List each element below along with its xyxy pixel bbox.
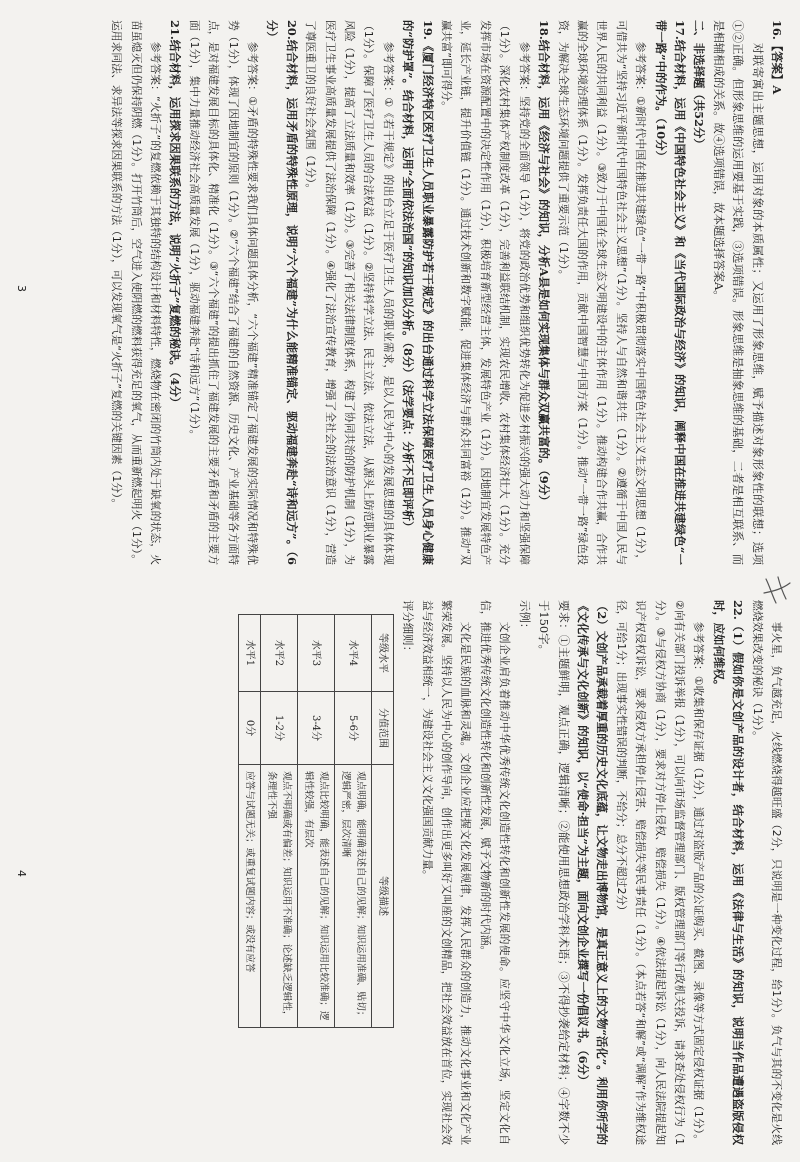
q22-2-question: （2）文创产品承载着厚重的历史文化底蕴，让文物走出博物馆，是真正意义上的文物“活化”。利用你所学的《文化传承与文化创新》的知识，以“使命·担当”为主题，面向文创企业撰写一份倡议书。（6分）	[575, 600, 610, 1145]
q19-answer: 参考答案：①《若干规定》的出台立足于医疗卫生人员的职业需求，是以人民为中心的发展思想的具体体现（1分）。保障了医疗卫生人员的合法权益（1分）。②坚持科学立法、民主立法、依法立法，从源头上防范职业暴露风险（1分），提高了立法质量和效率（1分）。③完善了相关法律制度体系，构建了协同共治的防护机制（1分），为医疗卫生事业高质量发展提供了法治保障（1分）。④强化了法治宣传教育，增强了全社会的法治意识（1分），营造了尊医重卫的良好社会氛围（1分）。	[304, 20, 395, 565]
scoring-rubric-table	[238, 614, 394, 1028]
rubric-level: 水平4	[334, 615, 371, 692]
page-number-right: 4	[15, 870, 28, 877]
rubric-score: 5-6分	[334, 692, 371, 765]
rubric-header-level: 等级水平	[371, 615, 393, 692]
rubric-level: 水平3	[297, 615, 334, 692]
rubric-row	[238, 615, 260, 1028]
rubric-desc: 观点比较明确，能表述自己的见解；知识运用比较准确；逻辑性较强，有层次	[297, 765, 334, 1028]
rubric-score: 0分	[238, 692, 260, 765]
q22-1-question: 22.（1）假如你是文创产品的设计者，结合材料，运用《法律与生活》的知识，说明当作品遭遇盗版侵权时，应如何维权。	[711, 600, 746, 1145]
q20-question: 20.结合材料，运用矛盾的特殊性原理，说明“六个福建”为什么能精准锚定、驱动福建奔赴“诗和远方”。（6分）	[265, 20, 299, 565]
right-page-column	[16, 600, 786, 1145]
rubric-row	[334, 615, 371, 1028]
rubric-level: 水平1	[238, 615, 260, 692]
section-heading: 二、非选择题（共52分）	[692, 20, 707, 150]
q18-answer: 参考答案：坚持党的全面领导（1分），将党的政治优势和组织优势转化为促进乡村振兴的强大动力和坚强保障（1分）。深化农村集体产权制度改革（1分），完善利益联结机制，实现农民增收、农村集体经济壮大（1分）。充分发挥市场在资源配置中的决定性作用（1分），积极培育新型经营主体，发展特色产业（1分）。因地制宜发展特色产业，延长产业链，提升价值链（1分）。通过技术创新和数字赋能，促进集体经济与群众共同富裕（1分）。推动“双赢共富”即可得分。	[440, 20, 531, 565]
rubric-row	[260, 615, 297, 1028]
q19-question: 19.《厦门经济特区医疗卫生人员职业暴露防护若干规定》的出台通过科学立法保障医疗卫生人员身心健康的“防护罩”。结合材料，运用“全面依法治国”的知识加以分析。（8分）（法学要点：分析不足即评析）	[401, 20, 435, 565]
q17-answer: 参考答案：①新时代中国在推进共建绿色“一带一路”中积极贯彻落实中国特色社会主义生态文明思想（1分），可借共为“坚持习近平新时代中国特色社会主义思想”（1分）。坚持人与自然和谐共生（1分）。②遵循于中国人民与世界人民的共同利益（1分）。③致力于中国在全球生态文明建设中的主体作用（1分）。推动构建合作共赢，合作共赢的全球环境治理体系（1分）。发挥负责任大国的作用，贡献中国智慧与中国方案（1分）。推动“一带一路”绿色投资，为解决全球生态环境问题提供了重要示范（1分）。	[556, 20, 648, 565]
rubric-desc: 观点不明确或有偏差；知识运用不准确；论述缺乏逻辑性，条理性不强	[260, 765, 297, 1028]
page-number-left: 3	[15, 285, 28, 292]
q16-explanation: 对联寄寓出主题思想，运用对象的本质属性；又运用了形象思维，赋予描述对象形象性的联想；选项①②正确。但形象思维的运用要基于实践，③选项错误。形象思维是抽象思维的基础，二者是相互联系、而是相辅相成的关系。故④选项错误，故本题选择答案A。	[711, 20, 765, 565]
q21-answer-continued: 事火星，负气越充足，火线燃烧得越旺盛（2分，只说明是一种变化过程，给1分）。负气与其的不变化是火线燃烧效果改变的秘诀（1分）。	[750, 600, 783, 1145]
q20-answer: 参考答案：①矛盾的特殊性要求我们具体问题具体分析，“六个福建”精准锚定了福建发展的实际情况和特殊优势（1分），体现了因地制宜的原则（1分）。②“六个福建”结合了福建的自然资源、历史文化、产业基础等各方面特点，是对福建发展目标的具体化、精准化（1分）。③“六个福建”的提出抓住了福建发展的主要矛盾和矛盾的主要方面（1分），集中力量推动经济社会高质量发展（1分），驱动福建奔赴“诗和远方”（1分）。	[187, 20, 260, 565]
q18-question: 18.结合材料，运用《经济与社会》的知识，分析A县是如何实现集体与群众双赢共富的。（9分）	[537, 20, 552, 507]
q21-answer: 参考答案：“火折子”的复燃依赖于其独特的结构设计和材料特性，燃烧物在密闭的竹筒内处于缺氧的状态，火苗虽熄灭但仍保持阴燃（1分）。打开竹筒后，空气进入使阴燃的燃料获得充足的氧气，从而重新燃起明火（1分）。运用求同法、求异法等探求因果联系的方法（1分），可以发现氧气是“火折子”复燃的关键因素（1分）。	[110, 20, 162, 565]
rubric-score: 1-2分	[260, 692, 297, 765]
q16-answer: 16.【答案】A	[770, 20, 784, 95]
pen-scribble-mark	[760, 575, 794, 605]
rubric-desc: 观点明确，能明确表述自己的见解；知识运用准确、贴切；逻辑严密，层次清晰	[334, 765, 371, 1028]
left-page-column	[16, 20, 786, 565]
sample-label: 示例：	[517, 600, 532, 635]
rubric-level: 水平2	[260, 615, 297, 692]
q21-question: 21.结合材料，运用探求因果联系的方法，说明“火折子”复燃的秘诀。（4分）	[168, 20, 183, 409]
q22-2-requirements: 要求：①主题鲜明，观点正确，逻辑清晰；②能使用思想政治学科术语；③不得抄袭给定材料；④字数不少于150字。	[537, 600, 571, 1145]
rubric-desc: 应答与试题无关；或重复试题内容；或没有应答	[238, 765, 260, 1028]
rubric-header-row	[371, 615, 393, 1028]
q17-question: 17.结合材料，运用《中国特色社会主义》和《当代国际政治与经济》的知识，阐释中国在推进共建绿色“一带一路”中的作为。（10分）	[653, 20, 687, 565]
rubric-score: 3-4分	[297, 692, 334, 765]
sample-paragraph-2: 文化是民族的血脉和灵魂。文创企业应把握文化发展规律，发挥人民群众的创造力，推动文化事业和文化产业繁荣发展。坚持以人民为中心的创作导向，创作出更多叫好又叫座的文创精品，把社会效益放在首位，实现社会效益与经济效益相统一，为建设社会主义文化强国贡献力量。	[420, 600, 473, 1145]
rubric-row	[297, 615, 334, 1028]
rubric-header-score: 分值范围	[371, 692, 393, 765]
q22-1-answer: 参考答案：①收集和保存证据（1分），通过对盗版产品的公证购买、截图、录像等方式固定侵权证据（1分）。②向有关部门投诉举报（1分），可以向市场监督管理部门、版权管理部门等行政机关投诉，请求查处侵权行为（1分）。③与侵权方协商（1分），要求对方停止侵权、赔偿损失（1分）。④依法提起诉讼（1分），向人民法院提起知识产权侵权诉讼，要求侵权方承担停止侵害、赔偿损失等民事责任（1分）。（本点若答“和解”或“调解”作为维权途径，可给1分；出现事实性错误的判断，不给分；总分不超过2分）	[614, 600, 706, 1145]
sample-paragraph-1: 文创企业肩负着推动中华优秀传统文化创造性转化和创新性发展的使命。应坚守中华文化立场，坚定文化自信，推进优秀传统文化创造性转化和创新性发展，赋予文物新的时代内涵。	[478, 600, 512, 1145]
rubric-intro: 评分细则：	[401, 600, 416, 657]
rubric-header-desc: 等级描述	[371, 765, 393, 1028]
